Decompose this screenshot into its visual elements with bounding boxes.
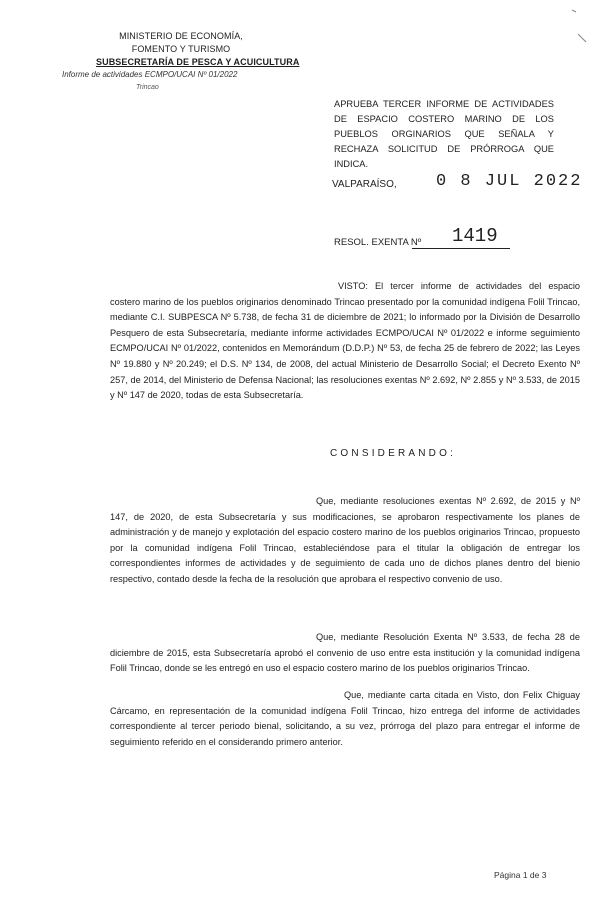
ministry-line-1: MINISTERIO DE ECONOMÍA,: [119, 31, 243, 41]
informe-reference: Informe de actividades ECMPO/UCAI Nº 01/2022: [62, 70, 238, 79]
considerando-paragraph-1: Que, mediante resoluciones exentas Nº 2.692, de 2015 y Nº 147, de 2020, de esta Subsecretaría y sus modificaciones, se aprobaron respectivamente los planes de administración y de manejo y explotación del espacio costero marino de los pueblos originarios Trincao, propuesto por la comunidad indígena Folil Trincao, estableciéndose para el titular la obligación de entregar los correspondientes informes de actividades y de seguimiento de cada uno de dichos planes dentro del bienio respectivo, contado desde la fecha de la resolución que aprobara el respectivo convenio de uso.: [110, 496, 580, 584]
place-label: VALPARAÍSO,: [332, 179, 397, 190]
ministry-header: [96, 30, 300, 69]
considerando-heading: CONSIDERANDO:: [330, 448, 457, 459]
document-title: APRUEBA TERCER INFORME DE ACTIVIDADES DE ESPACIO COSTERO MARINO DE LOS PUEBLOS ORGINARIOS QUE SEÑALA Y RECHAZA SOLICITUD DE PRÓRROGA QUE INDICA.: [334, 99, 554, 169]
considerando-paragraph-3: Que, mediante carta citada en Visto, don Felix Chiguay Cárcamo, en representación de la comunidad indígena Folil Trincao, hizo entrega del informe de actividades correspondiente al tercer periodo bienal, solicitando, a su vez, prórroga del plazo para entregar el informe de seguimiento referido en el considerando primero anterior.: [110, 690, 580, 747]
date-stamp: 0 8 JUL 2022: [436, 172, 583, 191]
resolution-number: 1419: [452, 225, 498, 247]
trincao-reference: Trincao: [136, 84, 159, 91]
corner-mark: [568, 4, 592, 44]
page-number: Página 1 de 3: [494, 870, 547, 880]
resolution-number-field: [412, 225, 510, 249]
subsecretaria-line: SUBSECRETARÍA DE PESCA Y ACUICULTURA: [96, 57, 300, 67]
resolution-label: RESOL. EXENTA Nº: [334, 237, 422, 248]
ministry-line-2: FOMENTO Y TURISMO: [131, 44, 231, 54]
visto-paragraph: VISTO: El tercer informe de actividades del espacio costero marino de los pueblos originarios denominado Trincao presentado por la comunidad indígena Folil Trincao, mediante C.I. SUBPESCA Nº 5.738, de fecha 31 de diciembre de 2021; lo informado por la División de Desarrollo Pesquero de esta Subsecretaría, mediante informe actividades ECMPO/UCAI Nº 01/2022 e informe seguimiento ECMPO/UCAI Nº 01/2022, contenidos en Memorándum (D.D.P.) Nº 53, de fecha 25 de febrero de 2022; las Leyes Nº 19.880 y Nº 20.249; el D.S. Nº 134, de 2008, del actual Ministerio de Desarrollo Social; el Decreto Exento Nº 257, de 2014, del Ministerio de Defensa Nacional; las resoluciones exentas Nº 2.692, Nº 2.855 y Nº 3.533, de 2015 y Nº 147 de 2020, todas de esta Subsecretaría.: [110, 281, 580, 401]
considerando-paragraph-2: Que, mediante Resolución Exenta Nº 3.533, de fecha 28 de diciembre de 2015, esta Subsecretaría aprobó el convenio de uso entre esta institución y la comunidad indígena Folil Trincao, donde se les entregó en uso el espacio costero marino de los pueblos originarios Trincao.: [110, 632, 580, 674]
